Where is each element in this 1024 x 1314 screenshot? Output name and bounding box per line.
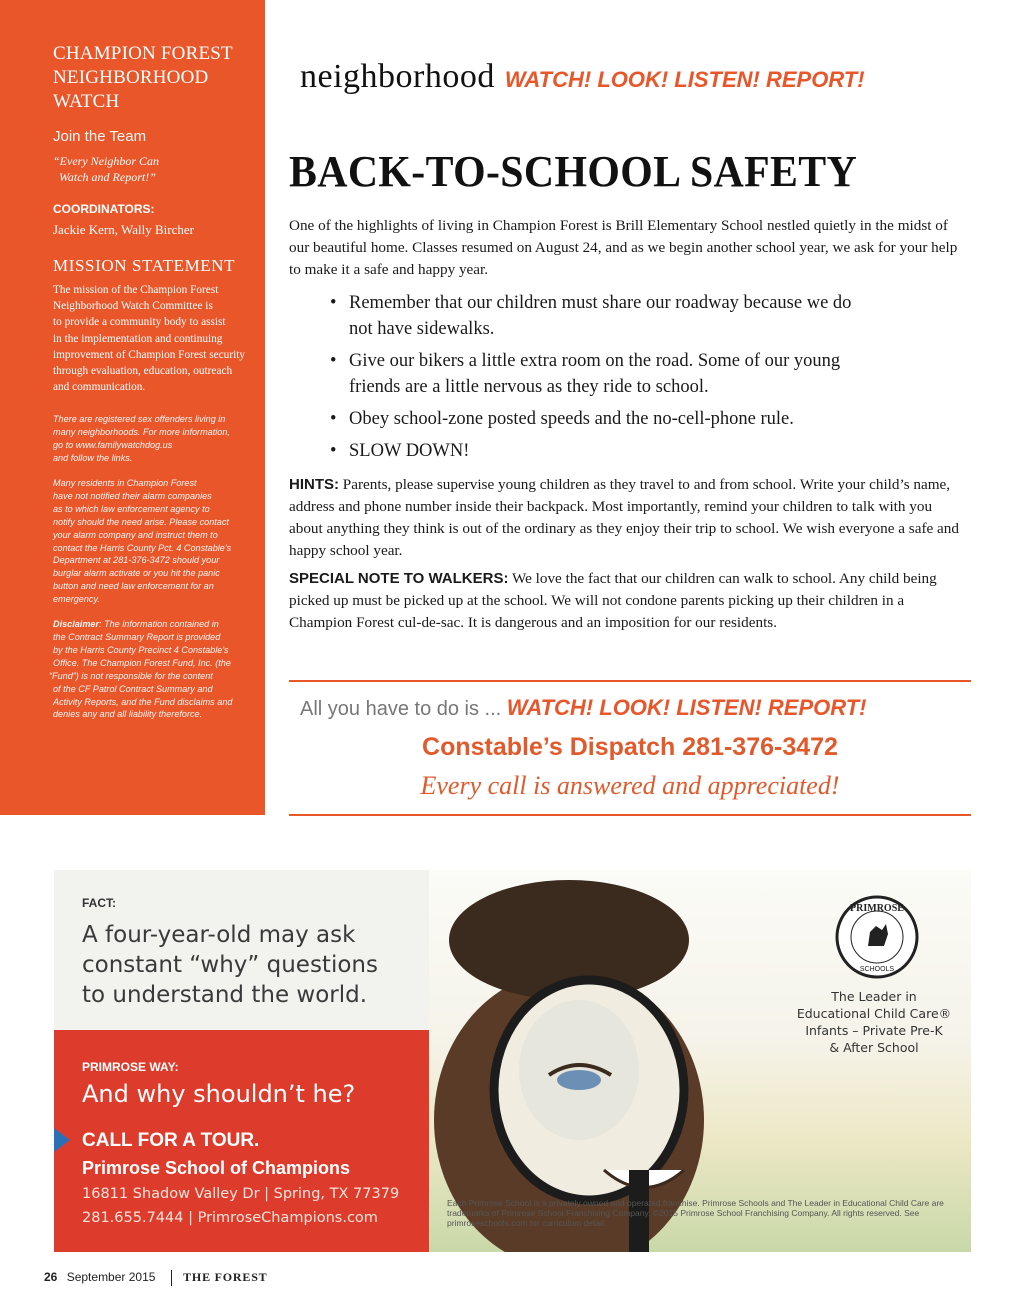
alarm-line: burglar alarm activate or you hit the panic [53, 568, 220, 579]
ad-leader-line: Educational Child Care® [796, 1006, 952, 1021]
footer-divider [171, 1270, 172, 1286]
logo-bottom-text: SCHOOLS [859, 966, 895, 973]
mission-heading: MISSION STATEMENT [53, 256, 236, 275]
dispatch-phone[interactable]: Constable’s Dispatch 281-376-3472 [422, 733, 838, 761]
disclaimer-line: by the Harris County Precinct 4 Constable's [53, 644, 229, 655]
disclaimer-text: : The information contained in [99, 619, 219, 630]
alarm-line: have not notified their alarm companies [53, 490, 212, 501]
list-item: • Remember that our children must share our roadway because we do not have sidewalks. [330, 290, 870, 342]
ad-address: 16811 Shadow Valley Dr | Spring, TX 77379 [82, 1186, 400, 1202]
offenders-line: many neighborhoods. For more information, [53, 427, 230, 438]
ad-fact-label: FACT: [82, 896, 116, 910]
alarm-note [53, 477, 251, 606]
alarm-line: Many residents in Champion Forest [53, 478, 197, 489]
ad-fact-line: A four-year-old may ask [82, 922, 356, 948]
ad-fact-line: to understand the world. [82, 982, 368, 1008]
disclaimer-line: Activity Reports, and the Fund disclaims and [53, 696, 233, 707]
walkers-paragraph [289, 568, 969, 634]
ad-leader-line: & After School [829, 1040, 919, 1055]
callout-appreciation: Every call is answered and appreciated! [420, 771, 840, 800]
list-item: • Give our bikers a little extra room on the road. Some of our young friends are a little nervous as they ride to school. [330, 348, 870, 400]
article-intro: One of the highlights of living in Champion Forest is Brill Elementary School nestled quietly in the midst of our beautiful home. Classes resumed on August 24, and as we begin another school year, we ask for your help to make it a safe and happy year. [289, 217, 958, 278]
divider [289, 680, 971, 682]
sidebar [0, 0, 265, 815]
join-the-team: Join the Team [53, 128, 147, 145]
ad-way-label: PRIMROSE WAY: [82, 1060, 179, 1074]
page-number: 26 [44, 1270, 58, 1285]
mission-line: in the implementation and continuing [53, 332, 223, 345]
coordinators-names: Jackie Kern, Wally Bircher [53, 222, 194, 237]
alarm-line: Department at 281-376-3472 should your [53, 555, 220, 566]
primrose-logo [834, 894, 920, 980]
ad-why-text: And why shouldn’t he? [82, 1080, 356, 1108]
mission-line: and communication. [53, 381, 146, 394]
disclaimer-line: of the CF Patrol Contract Summary and [53, 683, 213, 694]
sidebar-title-line: CHAMPION FOREST [53, 43, 233, 64]
divider [289, 814, 971, 816]
mission-statement [53, 282, 251, 395]
disclaimer-line: “Fund”) is not responsible for the content [49, 670, 213, 681]
mission-line: through evaluation, education, outreach [53, 365, 233, 378]
quote-line: Watch and Report!” [59, 170, 156, 184]
disclaimer-line: the Contract Summary Report is provided [53, 632, 221, 643]
hints-text: Parents, please supervise young children as they travel to and from school. Write your child’s name, address and phone number inside their backpack. Most importantly, remind your children to talk with you about anything they think is out of the ordinary as they enjoy their trip to school. We wish everyone a safe and happy school year. [289, 476, 959, 559]
section-brand: neighborhood [300, 58, 495, 95]
mission-line: to provide a community body to assist [53, 316, 226, 329]
ad-fact-text [82, 920, 378, 1010]
primrose-ad[interactable] [54, 870, 971, 1252]
callout-lead-text: All you have to do is ... [300, 698, 502, 720]
alarm-line: as to which law enforcement agency to [53, 503, 210, 514]
alarm-line: contact the Harris County Pct. 4 Constable's [53, 542, 232, 553]
coordinators-heading: COORDINATORS: [53, 202, 155, 216]
sidebar-title-line: WATCH [53, 91, 120, 112]
disclaimer-label: Disclaimer [53, 619, 100, 630]
alarm-line: emergency. [53, 594, 100, 605]
logo-top-text: PRIMROSE [850, 903, 904, 914]
walkers-label: SPECIAL NOTE TO WALKERS: [289, 570, 509, 587]
offenders-note [53, 413, 251, 465]
issue-date: September 2015 [66, 1270, 156, 1285]
list-item: • SLOW DOWN! [330, 438, 870, 464]
section-header [300, 58, 865, 96]
page-footer [44, 1270, 267, 1286]
ad-call-tour[interactable]: CALL FOR A TOUR. [82, 1130, 260, 1151]
sidebar-title-line: NEIGHBORHOOD [53, 67, 209, 88]
ad-school-name: Primrose School of Champions [82, 1158, 351, 1178]
article-headline: BACK-TO-SCHOOL SAFETY [289, 147, 858, 196]
alarm-line: your alarm company and instruct them to [53, 529, 218, 540]
ad-phone-website[interactable]: 281.655.7444 | PrimroseChampions.com [82, 1210, 378, 1226]
callout-lead [300, 695, 867, 721]
mission-line: The mission of the Champion Forest [53, 284, 219, 296]
disclaimer [49, 618, 251, 721]
disclaimer-line: denies any and all liability thereforce. [53, 709, 203, 720]
mission-line: Neighborhood Watch Committee is [53, 300, 213, 313]
ad-fact-line: constant “why” questions [82, 952, 378, 978]
ad-fine-print: Each Primrose School is a privately owned and operated franchise. Primrose Schools and The Leader in Educational Child Care are trademarks of Primrose School Franchising Company. ©2015 Primrose School Franchising Company. All rights reserved. See primroseschools.com for curriculum detail. [447, 1198, 944, 1228]
walkers-text: We love the fact that our children can walk to school. Any child being picked up must be picked up at the school. We will not condone parents picking up their children in a Champion Forest cul-de-sac. It is dangerous and an imposition for our residents. [289, 570, 937, 631]
callout-tagline: WATCH! LOOK! LISTEN! REPORT! [506, 695, 867, 720]
list-item: • Obey school-zone posted speeds and the no-cell-phone rule. [330, 406, 870, 432]
disclaimer-line: Office. The Champion Forest Fund, Inc. (the [53, 657, 231, 668]
safety-bullets [330, 290, 870, 470]
mission-line: improvement of Champion Forest security [53, 348, 246, 361]
ad-leader-line: Infants – Private Pre-K [805, 1023, 943, 1038]
sidebar-title [53, 42, 251, 114]
disclaimer-line [53, 618, 251, 631]
magazine-name: THE FOREST [183, 1270, 268, 1285]
offenders-line: and follow the links. [53, 453, 133, 464]
hints-paragraph [289, 474, 969, 562]
sidebar-quote [53, 153, 251, 185]
section-tagline: WATCH! LOOK! LISTEN! REPORT! [504, 67, 865, 92]
arrow-icon [54, 1128, 70, 1152]
offenders-link[interactable]: go to www.familywatchdog.us [53, 440, 173, 451]
hints-label: HINTS: [289, 476, 339, 493]
offenders-line: There are registered sex offenders living in [53, 414, 226, 425]
ad-leader-text [794, 988, 954, 1056]
alarm-line: button and need law enforcement for an [53, 581, 214, 592]
alarm-line: notify should the need arise. Please contact [53, 516, 229, 527]
quote-line: “Every Neighbor Can [53, 154, 159, 168]
ad-leader-line: The Leader in [831, 989, 917, 1004]
